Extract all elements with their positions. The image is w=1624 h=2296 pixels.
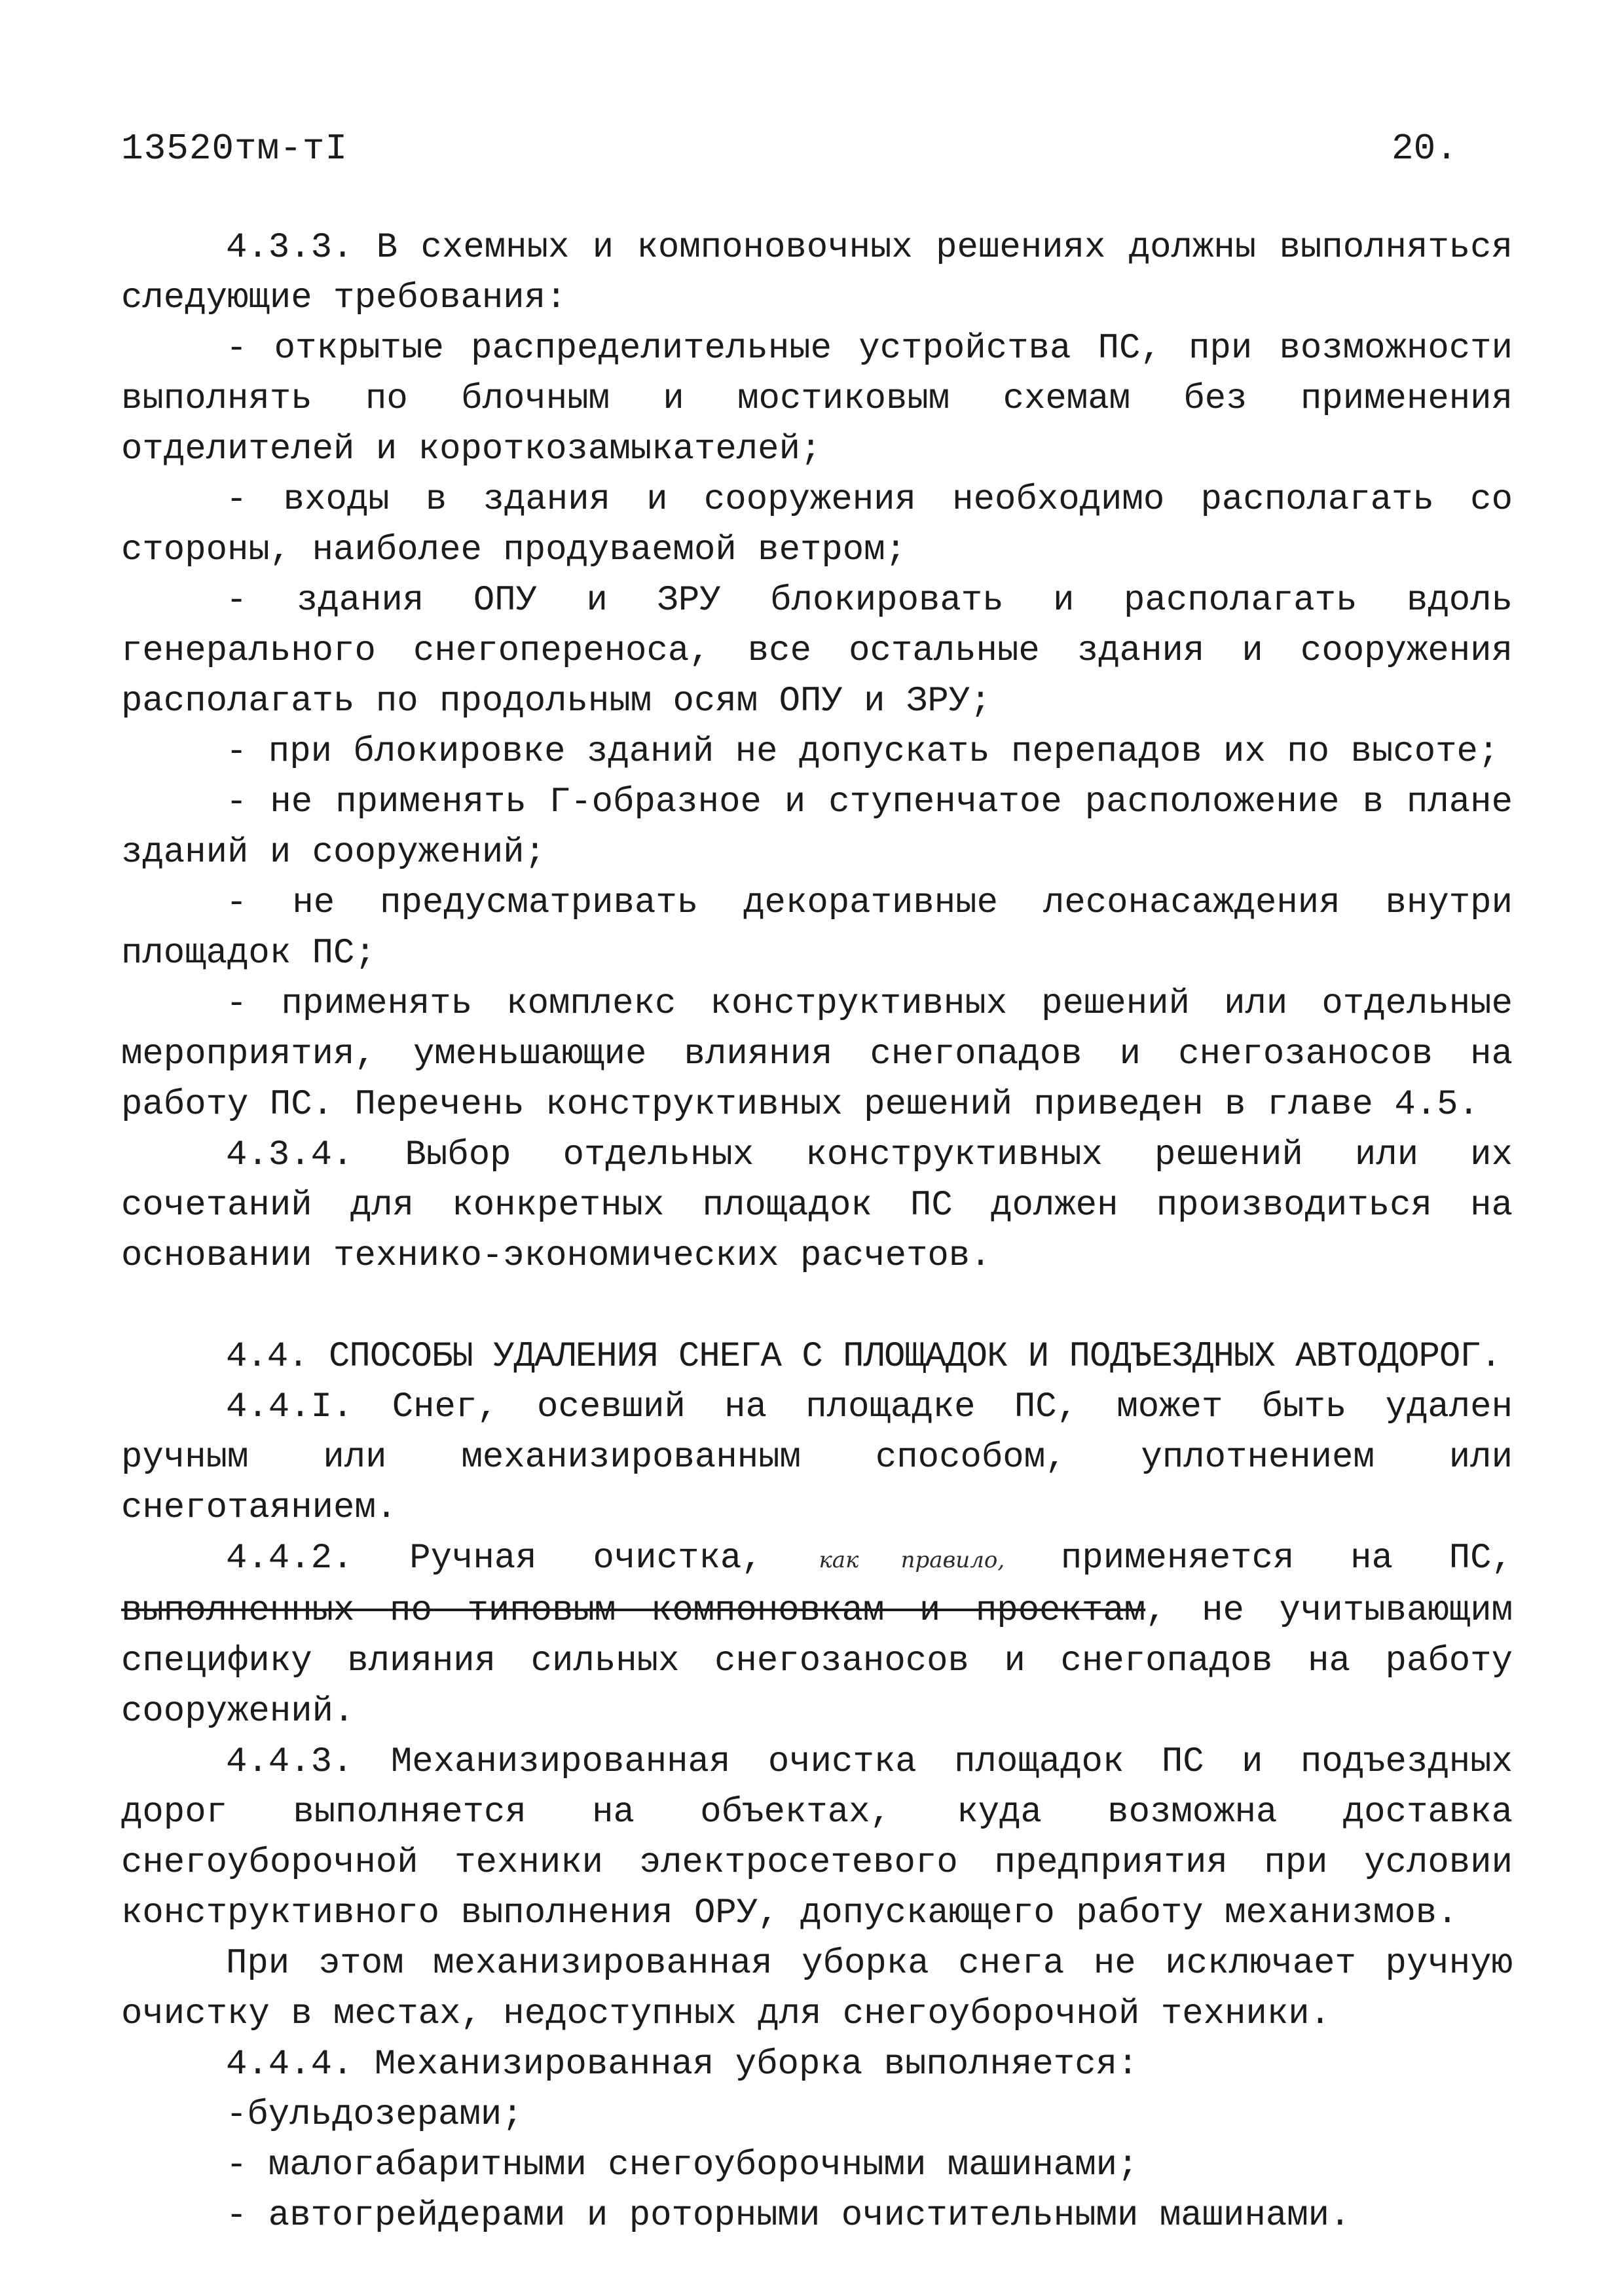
paragraph-4-4-3: 4.4.3. Механизированная очистка площадок ПС и подъездных дорог выполняется на объектах, куда возможна доставка снегоуборочной техники электросетевого предприятия при условии конструктивного выполнения ОРУ, допускающего работу механизмов.: [121, 1742, 1513, 1933]
paragraph-4-4-4-item-2: - малогабаритными снегоуборочными машинами;: [226, 2145, 1139, 2185]
paragraph-4-4-4-item-3: - автогрейдерами и роторными очистительными машинами.: [226, 2196, 1351, 2236]
paragraph-4-4-2-mid: применяется на ПС,: [1005, 1539, 1513, 1578]
paragraph-4-4-1: 4.4.I. Снег, осевший на площадке ПС, может быть удален ручным или механизированным способом, уплотнением или снеготаянием.: [121, 1387, 1513, 1528]
document-body: [121, 223, 1513, 2241]
paragraph-4-3-3-item-6: - не предусматривать декоративные лесонасаждения внутри площадок ПС;: [121, 883, 1513, 974]
paragraph-4-3-3-item-3: - здания ОПУ и ЗРУ блокировать и располагать вдоль генерального снегопереноса, все остальные здания и сооружения располагать по продольным осям ОПУ и ЗРУ;: [121, 581, 1513, 721]
paragraph-4-4-4-item-1: -бульдозерами;: [226, 2095, 523, 2135]
paragraph-4-3-3-item-2: - входы в здания и сооружения необходимо располагать со стороны, наиболее продуваемой ветром;: [121, 480, 1513, 570]
paragraph-4-3-3-item-4: - при блокировке зданий не допускать перепадов их по высоте;: [226, 732, 1500, 772]
section-heading-4-4: 4.4. СПОСОБЫ УДАЛЕНИЯ СНЕГА С ПЛОЩАДОК И ПОДЪЕЗДНЫХ АВТОДОРОГ.: [226, 1337, 1502, 1377]
paragraph-4-4-3-note: При этом механизированная уборка снега не исключает ручную очистку в местах, недоступных для снегоуборочной техники.: [121, 1944, 1513, 2034]
document-code: 13520тм-тI: [121, 128, 348, 170]
paragraph-4-4-2-start: 4.4.2. Ручная очистка,: [226, 1539, 819, 1578]
page-number: 20.: [1392, 128, 1458, 170]
handwritten-insert-as-a-rule: как правило,: [819, 1547, 1005, 1573]
paragraph-4-3-3-item-5: - не применять Г-образное и ступенчатое расположение в плане зданий и сооружений;: [121, 782, 1513, 873]
paragraph-4-4-2-end: , не учитывающим специфику влияния сильных снегозаносов и снегопадов на работу сооружений.: [121, 1591, 1513, 1732]
paragraph-4-3-3-item-1-text: - открытые распределительные устройства ПС, при возможности выполнять по блочным и мостиковым схемам без применения отделителей и короткозамыкателей;: [121, 329, 1513, 469]
paragraph-4-3-3-item-7: - применять комплекс конструктивных решений или отдельные мероприятия, уменьшающие влияния снегопадов и снегозаносов на работу ПС. Перечень конструктивных решений приведен в главе 4.5.: [121, 984, 1513, 1125]
paragraph-4-3-3-item-1: [121, 323, 1513, 475]
struck-through-text: выполненных по типовым компоновкам и проектам: [121, 1591, 1146, 1631]
paragraph-4-4-2: [121, 1533, 1513, 1737]
paragraph-4-3-4: 4.3.4. Выбор отдельных конструктивных решений или их сочетаний для конкретных площадок ПС должен производиться на основании технико-экономических расчетов.: [121, 1135, 1513, 1276]
paragraph-4-3-3-intro: 4.3.3. В схемных и компоновочных решениях должны выполняться следующие требования:: [121, 228, 1513, 318]
paragraph-4-4-4-intro: 4.4.4. Механизированная уборка выполняется:: [226, 2045, 1139, 2085]
